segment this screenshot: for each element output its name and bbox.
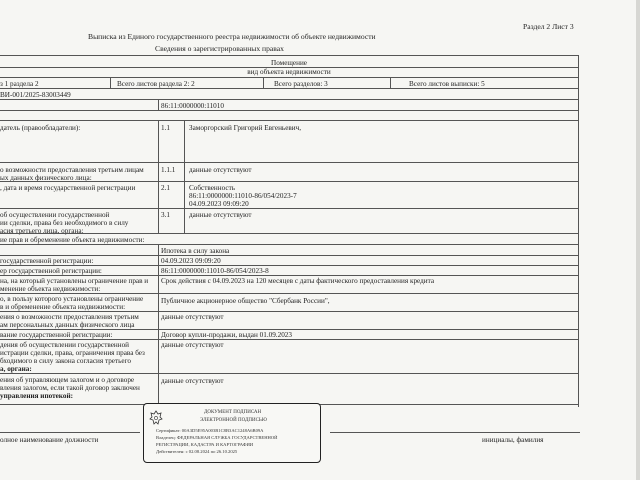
encumbrance-term-label: менение объекта недвижимости: <box>0 285 101 293</box>
pledge-manager-label: вления залогом, если такой договор заключен <box>0 384 140 392</box>
right-type-number: 2.1 <box>161 184 170 192</box>
encumbrance-number-value: 86:11:0000000:11010-86/054/2023-8 <box>161 267 269 275</box>
sheets-in-section: Всего листов раздела 2: 2 <box>117 80 195 88</box>
rule <box>0 329 578 330</box>
encumbrance-personal-data-label: ения о возможности предоставления третьим <box>0 313 139 321</box>
encumbrance-basis-value: Договор купли-продажи, выдан 01.09.2023 <box>161 331 292 339</box>
rule <box>0 120 578 121</box>
rule <box>0 110 578 111</box>
personal-data-label: ых данных физического лица: <box>0 174 92 182</box>
personal-data-number: 1.1.1 <box>161 166 176 174</box>
encumbrance-type-value: Ипотека в силу закона <box>161 247 230 255</box>
encumbrance-beneficiary-label: о, в пользу которого установлены ограничение <box>0 295 144 303</box>
object-type-caption: вид объекта недвижимости <box>247 68 331 76</box>
right-holder-label: датель (правообладатели): <box>0 124 81 132</box>
right-type-label: , дата и время государственной регистрации <box>0 184 136 192</box>
right-type-value: Собственность <box>189 184 235 192</box>
cadastral-number: 86:11:0000000:11010 <box>161 102 224 110</box>
encumbrance-beneficiary-label: в и обременение объекта недвижимости: <box>0 303 126 311</box>
transaction-label: асия третьего лица, органа: <box>0 227 84 235</box>
encumbrance-personal-data-label: ам персональных данных физического лица <box>0 321 135 329</box>
encumbrance-personal-data-value: данные отсутствуют <box>161 313 224 321</box>
right-holder-number: 1.1 <box>161 124 170 132</box>
encumbrance-basis-label: вание государственной регистрации: <box>0 331 113 339</box>
rule <box>0 339 578 340</box>
stamp-owner-cont: РЕГИСТРАЦИИ, КАДАСТРА И КАРТОГРАФИИ <box>156 442 254 447</box>
encumbrance-transaction-label: бходимого в силу закона согласия третьего <box>0 357 131 365</box>
rule <box>110 77 111 88</box>
coat-of-arms-icon <box>149 410 163 426</box>
stamp-owner: Владелец: ФЕДЕРАЛЬНАЯ СЛУЖБА ГОСУДАРСТВЕННОЙ <box>156 435 278 440</box>
sheets-total: Всего листов выписки: 5 <box>409 80 485 88</box>
signer-name-caption: инициалы, фамилия <box>482 436 544 444</box>
rule <box>0 255 578 256</box>
electronic-signature-stamp <box>143 403 321 463</box>
transaction-value: данные отсутствуют <box>189 211 252 219</box>
object-type: Помещение <box>271 59 307 67</box>
pledge-manager-label: управления ипотекой: <box>0 392 73 400</box>
rule <box>0 373 578 374</box>
right-holder-value: Заморгорский Григорий Евгеньевич, <box>189 124 302 132</box>
rule <box>0 244 578 245</box>
personal-data-label: о возможности предоставления третьим лицам <box>0 166 144 174</box>
stamp-certificate: Сертификат: 00A3D5E95A003B1C8B3AC1248A6B09A <box>156 428 264 433</box>
rule <box>330 432 580 433</box>
personal-data-value: данные отсутствуют <box>189 166 252 174</box>
rule <box>0 208 578 209</box>
transaction-number: 3.1 <box>161 211 170 219</box>
document-title: Выписка из Единого государственного реестра недвижимости об объекте недвижимости <box>88 32 376 41</box>
transaction-label: об осуществлении государственной <box>0 211 110 219</box>
scan-edge <box>636 0 640 480</box>
extract-number: ВИ-001/2025-83003449 <box>0 91 71 99</box>
rule <box>0 293 578 294</box>
rule <box>578 55 579 407</box>
transaction-label: ии сделки, права без необходимого в силу <box>0 219 129 227</box>
rule <box>158 99 159 110</box>
encumbrance-date-value: 04.09.2023 09:09:20 <box>161 257 221 265</box>
rule <box>0 88 578 89</box>
rule <box>158 244 159 404</box>
rule <box>0 162 578 163</box>
encumbrance-number-label: ер государственной регистрации: <box>0 267 102 275</box>
rule <box>0 99 578 100</box>
rule <box>390 77 391 88</box>
rule <box>158 120 159 233</box>
rule <box>0 181 578 182</box>
encumbrance-term-value: Срок действия с 04.09.2023 на 120 месяцев с даты фактического предоставления кредита <box>161 277 435 285</box>
rule <box>0 265 578 266</box>
rule <box>0 77 578 78</box>
document-subtitle: Сведения о зарегистрированных правах <box>155 44 284 53</box>
rule <box>0 275 578 276</box>
encumbrance-date-label: государственной регистрации: <box>0 257 94 265</box>
encumbrance-beneficiary-value: Публичное акционерное общество "Сбербанк России", <box>161 297 330 305</box>
rule <box>263 77 264 88</box>
rule <box>0 432 140 433</box>
sheet-of-section: з 1 раздела 2 <box>0 80 39 88</box>
sections-total: Всего разделов: 3 <box>274 80 328 88</box>
stamp-validity: Действителен: с 02.08.2024 по 26.10.2025 <box>156 449 238 454</box>
encumbrance-transaction-label: а, органа: <box>0 365 32 373</box>
pledge-manager-label: ения об управляющем залогом и о договоре <box>0 376 135 384</box>
rule <box>0 233 578 234</box>
section-sheet-label: Раздел 2 Лист 3 <box>523 22 574 31</box>
stamp-line: ЭЛЕКТРОННОЙ ПОДПИСЬЮ <box>200 418 267 423</box>
registration-number: 86:11:0000000:11010-86/054/2023-7 <box>189 192 297 200</box>
encumbrance-header: ие прав и обременение объекта недвижимости: <box>0 236 145 244</box>
encumbrance-term-label: на, на который установлены ограничение прав и <box>0 277 149 285</box>
encumbrance-transaction-label: истрации сделки, права, ограничения права без <box>0 349 145 357</box>
encumbrance-transaction-label: дения об осуществлении государственной <box>0 341 130 349</box>
pledge-manager-value: данные отсутствуют <box>161 377 224 385</box>
rule <box>0 311 578 312</box>
stamp-line: ДОКУМЕНТ ПОДПИСАН <box>204 410 262 415</box>
registration-date: 04.09.2023 09:09:20 <box>189 200 249 208</box>
position-caption: олное наименование должности <box>0 436 99 444</box>
rule <box>0 55 578 56</box>
encumbrance-transaction-value: данные отсутствуют <box>161 341 224 349</box>
rule <box>184 120 185 233</box>
